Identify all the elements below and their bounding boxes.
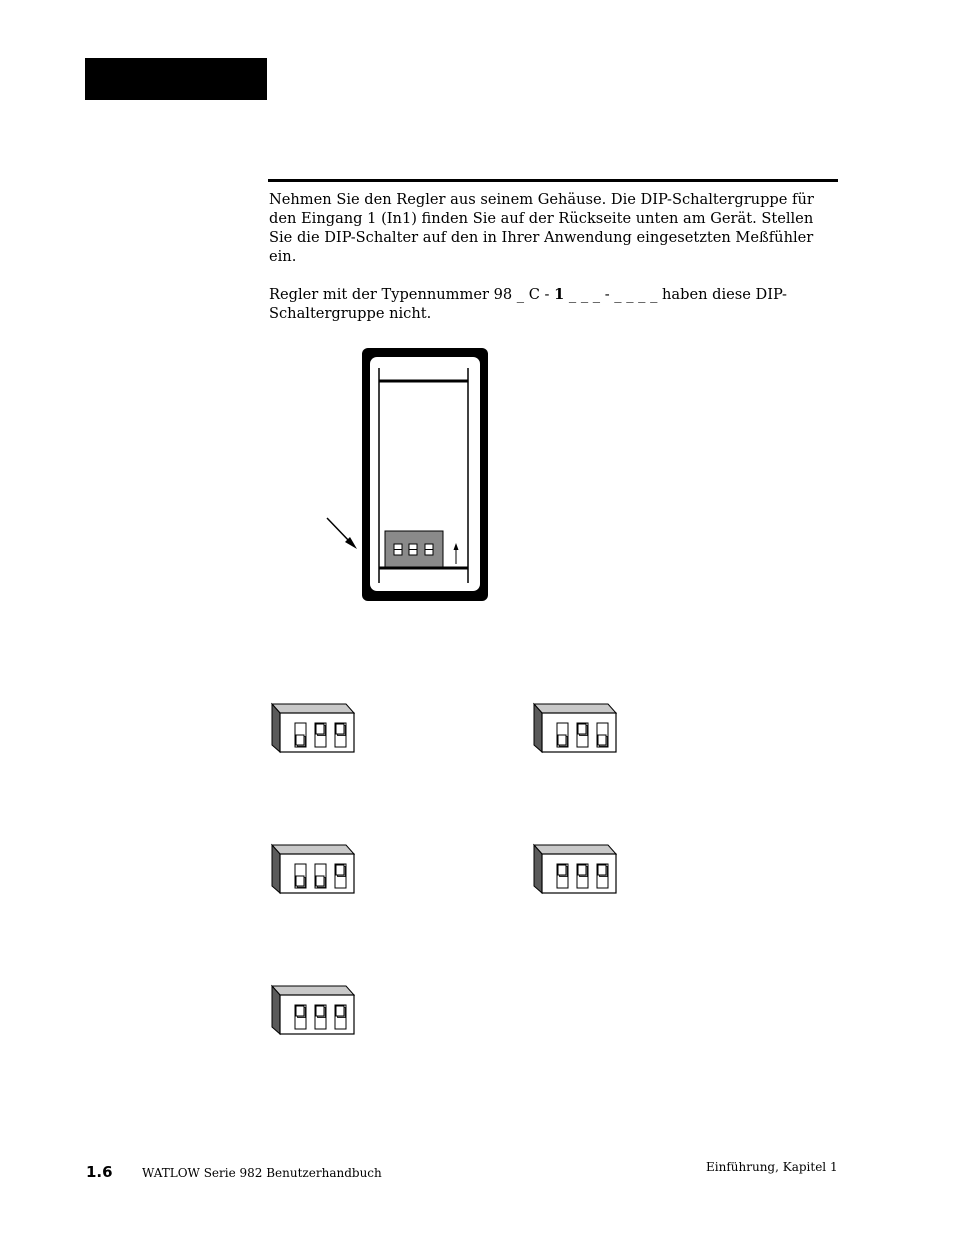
note-text-bold: 1 bbox=[554, 286, 565, 303]
pointer-arrow-icon bbox=[327, 518, 357, 549]
dip-switch-up bbox=[335, 1005, 346, 1029]
dip-switch-block bbox=[272, 845, 354, 893]
dip-switch-up bbox=[335, 723, 346, 747]
dip-switch-up bbox=[315, 1005, 326, 1029]
dip-switch-up bbox=[315, 723, 326, 747]
dip-switch-block bbox=[272, 986, 354, 1034]
dip-switch-down bbox=[295, 864, 306, 888]
dip-switch-up bbox=[577, 723, 588, 747]
dip-switch-up bbox=[597, 864, 608, 888]
manual-title: WATLOW Serie 982 Benutzerhandbuch bbox=[142, 1166, 382, 1180]
dip-switch-up bbox=[557, 864, 568, 888]
dip-switch-block-location bbox=[385, 531, 443, 567]
dip-switch-block bbox=[534, 845, 616, 893]
controller-rear-view bbox=[362, 348, 488, 601]
instruction-paragraph: Nehmen Sie den Regler aus seinem Gehäuse. Die DIP-Schaltergruppe für den Eingang 1 (In1) finden Sie auf der Rückseite unten am Gerät. Stellen Sie die DIP-Schalter auf den in Ihrer Anwendung eingesetzten Meßfühler ein. bbox=[269, 191, 814, 265]
dip-switch-down bbox=[597, 723, 608, 747]
dip-switch-up bbox=[335, 864, 346, 888]
note-text-before: Regler mit der Typennummer 98 _ C - bbox=[269, 286, 555, 303]
note-text-after: _ _ _ - _ _ _ _ haben diese DIP-Schaltergruppe nicht. bbox=[269, 286, 787, 322]
up-arrow-icon bbox=[454, 543, 459, 564]
dip-switch-down bbox=[315, 864, 326, 888]
section-rule bbox=[268, 179, 838, 182]
page-number: 1.6 bbox=[86, 1163, 113, 1181]
dip-switch-up bbox=[295, 1005, 306, 1029]
dip-switch-block bbox=[272, 704, 354, 752]
chapter-label: Einführung, Kapitel 1 bbox=[706, 1160, 838, 1174]
note-paragraph bbox=[269, 285, 839, 323]
chapter-header-block bbox=[85, 58, 267, 100]
dip-switch-down bbox=[557, 723, 568, 747]
dip-switch-down bbox=[295, 723, 306, 747]
dip-switch-block bbox=[534, 704, 616, 752]
dip-switch-up bbox=[577, 864, 588, 888]
